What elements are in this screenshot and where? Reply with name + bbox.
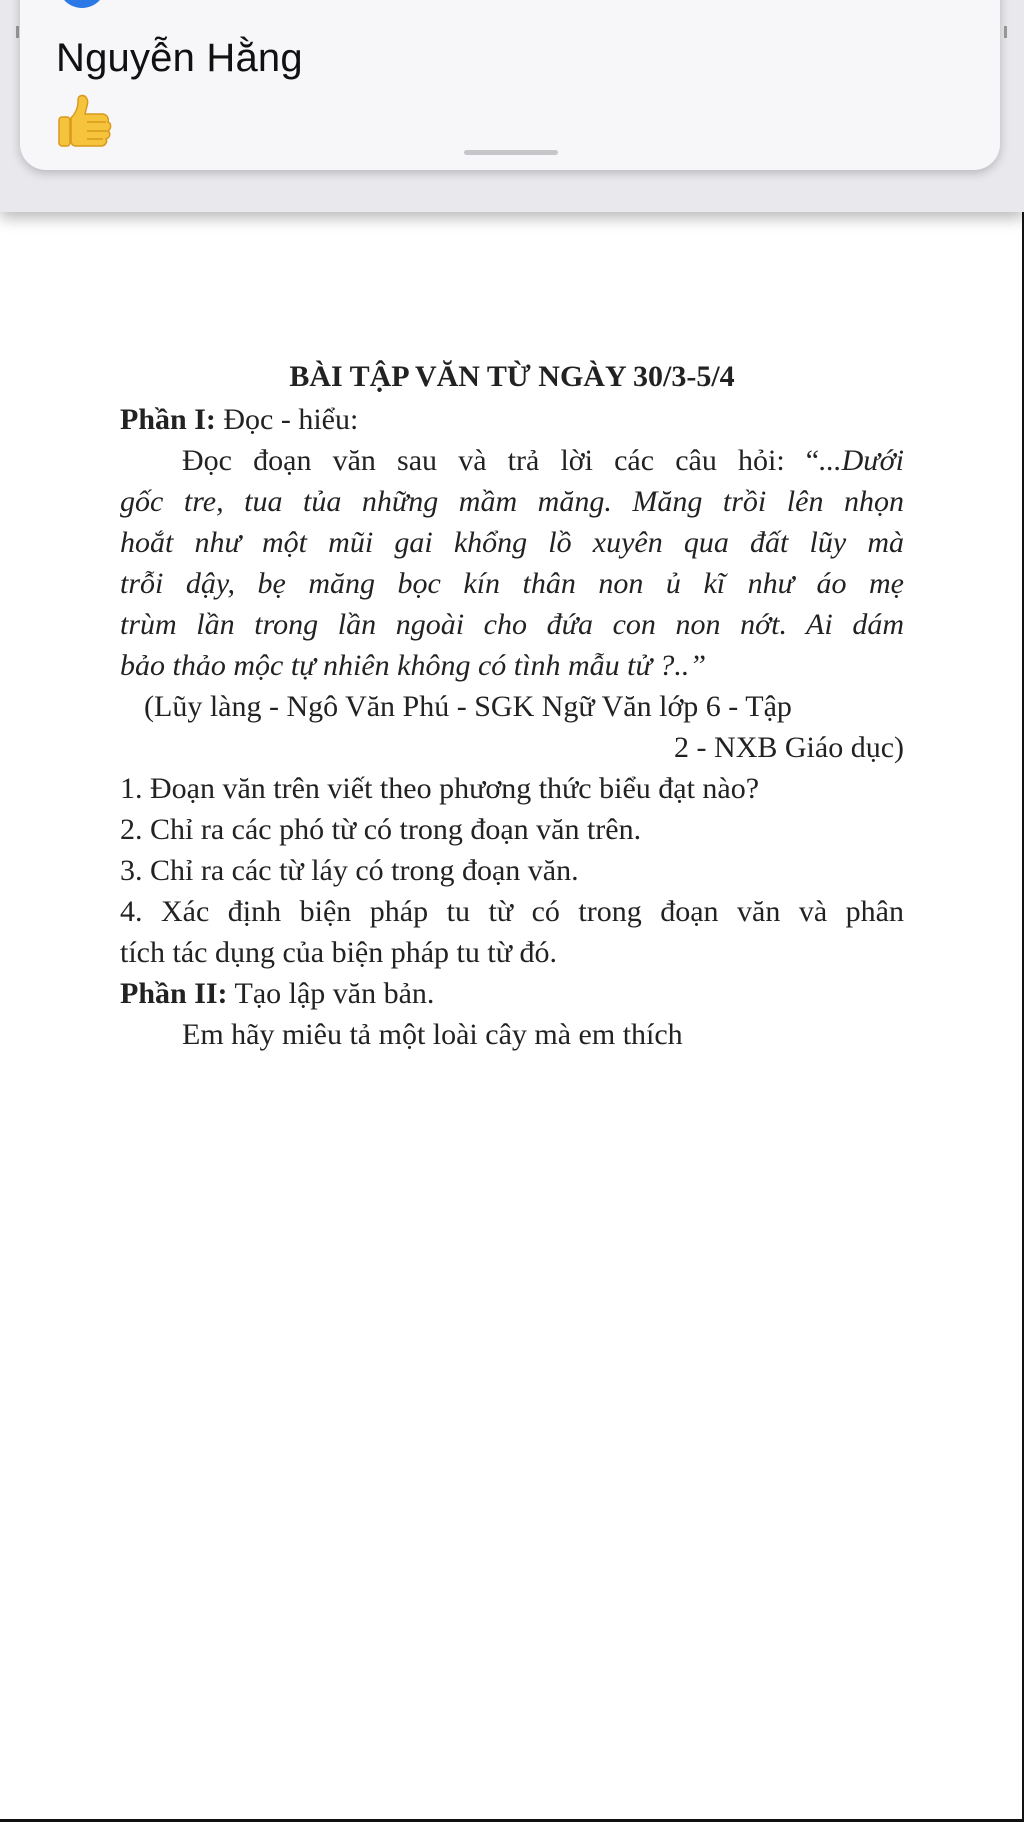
edge-marker-left	[16, 26, 19, 38]
passage-line-6: bảo thảo mộc tự nhiên không có tình mẫu tử ?..”	[120, 649, 707, 682]
passage-quote-start: ...Dưới	[819, 444, 904, 477]
part2-heading	[120, 973, 904, 1014]
document-title: BÀI TẬP VĂN TỪ NGÀY 30/3-5/4	[289, 360, 735, 393]
question-list	[120, 768, 904, 973]
part2-label: Phần II:	[120, 977, 228, 1010]
part1-heading	[120, 399, 904, 440]
edge-marker-right	[1004, 26, 1007, 38]
question-1: 1. Đoạn văn trên viết theo phương thức biểu đạt nào?	[120, 772, 760, 805]
sender-name: Nguyễn Hằng	[56, 36, 303, 80]
question-4-continued: tích tác dụng của biện pháp tu từ đó.	[120, 936, 557, 969]
notification-area	[0, 0, 1024, 212]
passage-line-3: hoắt như một mũi gai khổng lồ xuyên qua đất lũy mà	[120, 526, 904, 559]
passage-intro: Đọc đoạn văn sau và trả lời các câu hỏi: “	[182, 444, 820, 477]
sheet-grabber[interactable]	[464, 150, 558, 155]
passage-line-4: trỗi dậy, bẹ măng bọc kín thân non ủ kĩ như áo mẹ	[120, 567, 904, 600]
writing-task: Em hãy miêu tả một loài cây mà em thích	[182, 1018, 683, 1051]
part1-title: Đọc - hiểu:	[215, 403, 359, 436]
citation-line-1: (Lũy làng - Ngô Văn Phú - SGK Ngữ Văn lớp 6 - Tập	[144, 690, 792, 723]
citation-line-2: 2 - NXB Giáo dục)	[674, 731, 904, 764]
passage-line-5: trùm lần trong lần ngoài cho đứa con non nớt. Ai dám	[120, 608, 904, 641]
passage-line-2: gốc tre, tua tủa những mầm măng. Măng trồi lên nhọn	[120, 485, 904, 518]
app-icon	[58, 0, 106, 8]
question-3: 3. Chỉ ra các từ láy có trong đoạn văn.	[120, 854, 579, 887]
part1-label: Phần I:	[120, 403, 216, 436]
message-notification-card[interactable]	[20, 0, 1000, 170]
question-4: 4. Xác định biện pháp tu từ có trong đoạn văn và phân	[120, 895, 904, 928]
part2-title: Tạo lập văn bản.	[227, 977, 435, 1010]
thumbs-up-icon	[56, 92, 114, 148]
passage-line-1	[120, 440, 904, 481]
question-2: 2. Chỉ ra các phó từ có trong đoạn văn trên.	[120, 813, 642, 846]
homework-document	[120, 356, 904, 1055]
